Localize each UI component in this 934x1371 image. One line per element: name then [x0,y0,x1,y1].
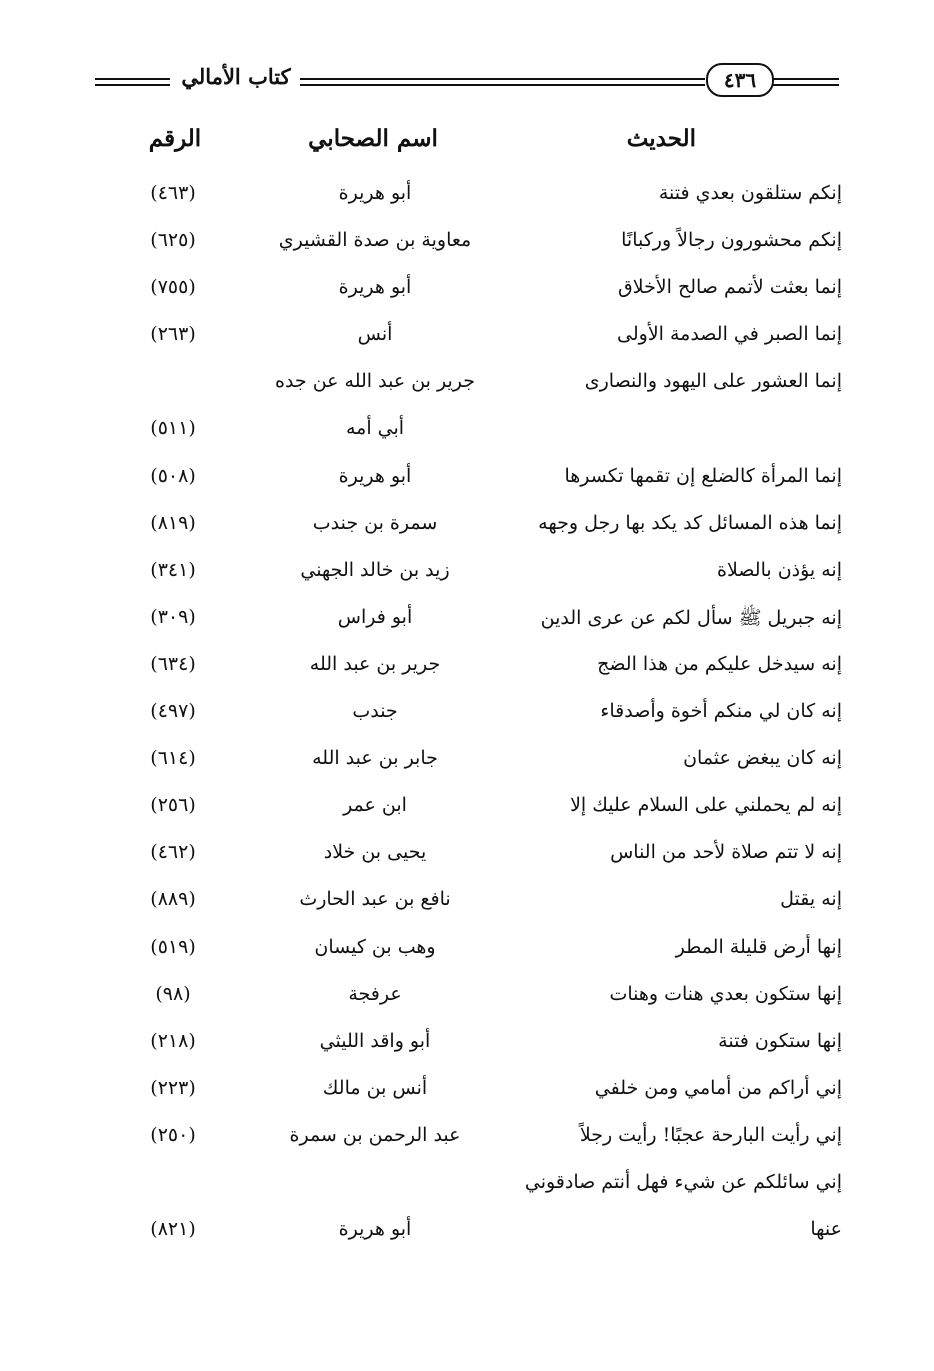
hadith-text: إني رأيت البارحة عجبًا! رأيت رجلاً [579,1123,842,1146]
sahabi-name: أبو هريرة [338,464,412,487]
hadith-number: (٣٠٩) [150,605,196,628]
hadith-number: (٥١١) [150,417,196,440]
sahabi-name: عبد الرحمن بن سمرة [289,1123,461,1146]
hadith-text: إني سائلكم عن شيء فهل أنتم صادقوني [524,1170,842,1193]
hadith-number: (٨٢١) [150,1218,196,1241]
header-rule-middle [300,78,705,86]
sahabi-name: عرفجة [348,982,402,1005]
hadith-text: إنه يؤذن بالصلاة [717,558,842,581]
sahabi-name: أنس بن مالك [322,1076,428,1099]
table-row [0,928,934,975]
column-header-hadith: الحديث [626,125,696,152]
sahabi-name: أبو هريرة [338,1218,412,1241]
table-row [0,1069,934,1116]
sahabi-name: يحيى بن خلاد [323,841,427,864]
index-table [0,174,934,1257]
sahabi-name: جرير بن عبد الله عن جده [274,370,475,393]
table-row [0,504,934,551]
hadith-text: إنما بعثت لأتمم صالح الأخلاق [617,276,842,299]
sahabi-name: أبو هريرة [338,182,412,204]
table-row [0,268,934,315]
table-row [0,1022,934,1069]
table-row [0,174,934,221]
table-row [0,880,934,927]
table-row [0,221,934,268]
hadith-text: إني أراكم من أمامي ومن خلفي [594,1076,842,1099]
hadith-text: إنه لم يحملني على السلام عليك إلا [570,794,842,817]
hadith-text: إنه كان يبغض عثمان [683,747,842,770]
column-header-sahabi: اسم الصحابي [308,125,438,152]
hadith-text: إنه جبريل ﷺ سأل لكم عن عرى الدين [540,606,842,629]
table-row [0,1163,934,1210]
hadith-text: إنها ستكون فتنة [718,1029,842,1052]
hadith-text: إنكم محشورون رجالاً وركبانًا [621,229,842,252]
sahabi-name: أبي أمه [345,417,405,440]
table-row [0,786,934,833]
hadith-number: (٥٠٨) [150,464,196,487]
hadith-number: (٤٩٧) [150,700,196,723]
column-header-raqm: الرقم [148,125,202,152]
hadith-number: (٢٦٣) [150,323,196,346]
sahabi-name: أبو واقد الليثي [319,1029,431,1052]
hadith-number: (٤٦٣) [150,182,196,204]
hadith-text: عنها [810,1218,842,1241]
table-row [0,409,934,456]
hadith-number: (٤٦٢) [150,841,196,864]
hadith-text: إنه يقتل [780,888,842,911]
sahabi-name: ابن عمر [343,794,407,817]
sahabi-name: أنس [357,323,393,346]
sahabi-name: جرير بن عبد الله [309,652,441,675]
table-row [0,739,934,786]
sahabi-name: جابر بن عبد الله [312,747,438,770]
hadith-text: إنكم ستلقون بعدي فتنة [658,182,842,204]
hadith-number: (٨١٩) [150,511,196,534]
table-row [0,551,934,598]
hadith-number: (٦٢٥) [150,229,196,252]
sahabi-name: نافع بن عبد الحارث [299,888,451,911]
table-row [0,315,934,362]
hadith-number: (٢٥٦) [150,794,196,817]
table-row [0,1116,934,1163]
hadith-number: (٣٤١) [150,558,196,581]
sahabi-name: سمرة بن جندب [312,511,438,534]
header-rule-left [95,78,170,86]
table-row [0,598,934,645]
sahabi-name: وهب بن كيسان [314,935,436,958]
hadith-number: (٦١٤) [150,747,196,770]
table-row [0,362,934,409]
sahabi-name: زيد بن خالد الجهني [300,558,450,581]
page-header [95,62,839,102]
hadith-number: (٥١٩) [150,935,196,958]
hadith-text: إنما المرأة كالضلع إن تقمها تكسرها [564,464,842,487]
hadith-text: إنما هذه المسائل كد يكد بها رجل وجهه [538,511,842,534]
sahabi-name: جندب [352,700,398,723]
hadith-text: إنه كان لي منكم أخوة وأصدقاء [600,700,842,723]
page-number: ٤٣٦ [706,63,774,97]
hadith-number: (٢١٨) [150,1029,196,1052]
hadith-text: إنما العشور على اليهود والنصارى [584,370,842,393]
hadith-text: إنما الصبر في الصدمة الأولى [617,323,842,346]
hadith-number: (٧٥٥) [150,276,196,299]
hadith-text: إنها ستكون بعدي هنات وهنات [609,982,842,1005]
sahabi-name: معاوية بن صدة القشيري [278,229,472,252]
sahabi-name: أبو فراس [337,605,413,628]
hadith-number: (٢٥٠) [150,1123,196,1146]
hadith-text: إنه سيدخل عليكم من هذا الضج [597,652,842,675]
table-row [0,975,934,1022]
hadith-number: (٦٣٤) [150,652,196,675]
sahabi-name: أبو هريرة [338,276,412,299]
table-row [0,1210,934,1257]
hadith-number: (٨٨٩) [150,888,196,911]
table-row [0,645,934,692]
column-headers [0,125,934,165]
header-rule-right [773,78,839,86]
hadith-number: (٢٢٣) [150,1076,196,1099]
hadith-text: إنه لا تتم صلاة لأحد من الناس [610,841,842,864]
table-row [0,457,934,504]
table-row [0,692,934,739]
hadith-number: (٩٨) [155,982,191,1005]
hadith-text: إنها أرض قليلة المطر [675,935,842,958]
book-title: كتاب الأمالي [181,64,291,89]
table-row [0,833,934,880]
